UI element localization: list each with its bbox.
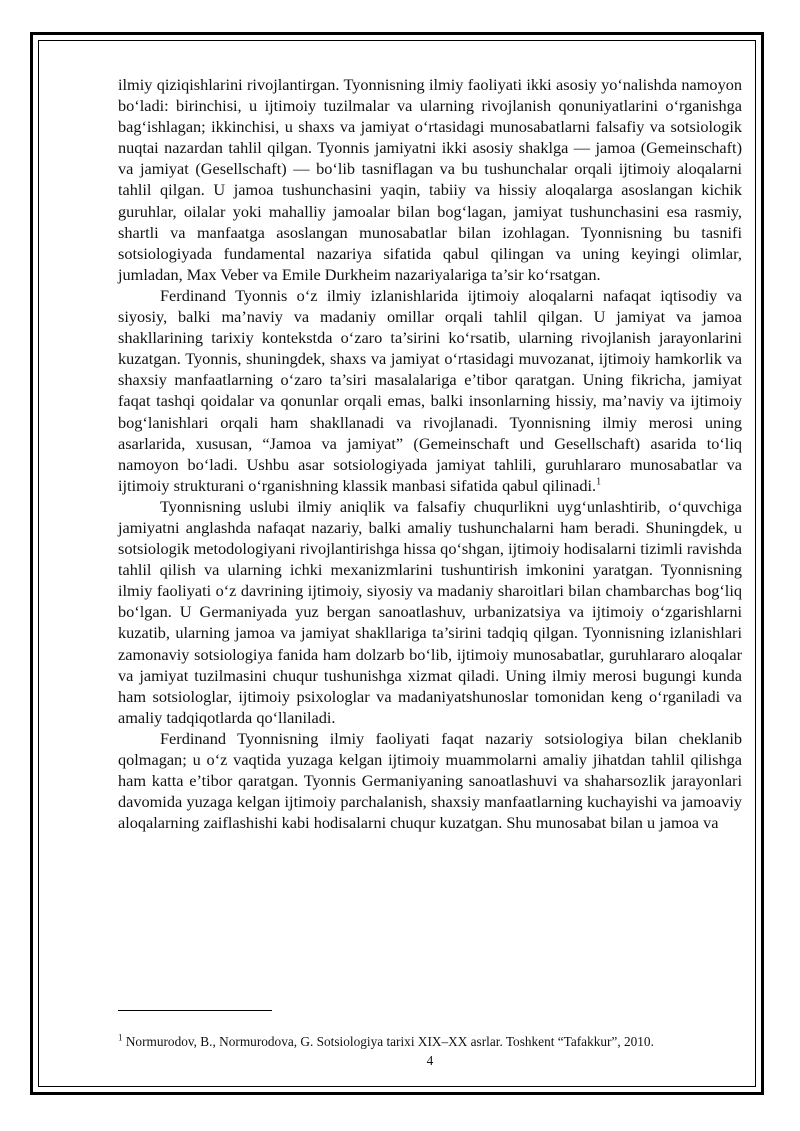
footnote-reference[interactable]: 1 [596,476,602,488]
paragraph-2-text: Ferdinand Tyonnis o‘z ilmiy izlanishlarida ijtimoiy aloqalarni nafaqat iqtisodiy va siyosiy, balki ma’naviy va madaniy omillar orqali tahlil qilgan. U jamiyat va jamoa shakllarining tarixiy kontekstda o‘zaro ta’sirini ko‘rsatib, ularning rivojlanish jarayonlarini kuzatgan. Tyonnis, shuningdek, shaxs va jamiyat o‘rtasidagi muvozanat, ijtimoiy hamkorlik va shaxsiy manfaatlarning o‘zaro ta’siri masalalariga e’tibor qaratgan. Uning fikricha, jamiyat faqat tashqi qoidalar va qonunlar orqali emas, balki insonlarning hissiy, ma’naviy va ijtimoiy bog‘lanishlari orqali ham shakllanadi va rivojlanadi. Tyonnisning ilmiy merosi uning asarlarida, xususan, “Jamoa va jamiyat” (Gemeinschaft und Gesellschaft) asarida to‘liq namoyon bo‘ladi. Ushbu asar sotsiologiyada jamiyat tahlili, guruhlararo munosabatlar va ijtimoiy strukturani o‘rganishning klassik manbasi sifatida qabul qilinadi. [118,285,742,495]
footnote-separator [118,1010,272,1011]
footnote-marker: 1 [118,1032,123,1043]
paragraph-2 [118,285,742,496]
paragraph-3: Tyonnisning uslubi ilmiy aniqlik va falsafiy chuqurlikni uyg‘unlashtirib, o‘quvchiga jamiyatni anglashda nafaqat nazariy, balki amaliy tushunchalarni ham beradi. Shuningdek, u sotsiologik metodologiyani rivojlantirishga hissa qo‘shgan, ijtimoiy hodisalarni tizimli ravishda tahlil qilish va ularning ichki mexanizmlarini tushuntirish imkonini yaratgan. Tyonnisning ilmiy faoliyati o‘z davrining ijtimoiy, siyosiy va madaniy sharoitlari bilan chambarchas bog‘liq bo‘lgan. U Germaniyada yuz bergan sanoatlashuv, urbanizatsiya va ijtimoiy o‘zgarishlarni kuzatib, ularning jamoa va jamiyat shakllariga ta’sirini tadqiq qilgan. Tyonnisning izlanishlari zamonaviy sotsiologiya fanida ham dolzarb bo‘lib, ijtimoiy munosabatlar, guruhlararo aloqalar va jamiyat tuzilmasini chuqur tushunishga xizmat qiladi. Uning ilmiy merosi bugungi kunda ham sotsiologlar, ijtimoiy psixologlar va madaniyatshunoslar tomonidan keng o‘rganiladi va amaliy tadqiqotlarda qo‘llaniladi. [118,496,742,727]
body-text [118,74,742,833]
paragraph-4: Ferdinand Tyonnisning ilmiy faoliyati faqat nazariy sotsiologiya bilan cheklanib qolmagan; u o‘z vaqtida yuzaga kelgan ijtimoiy muammolarni amaliy jihatdan tahlil qilishga ham katta e’tibor qaratgan. Tyonnis Germaniyaning sanoatlashuvi va shaharsozlik jarayonlari davomida yuzaga kelgan ijtimoiy parchalanish, shaxsiy manfaatlarning kuchayishi va jamoaviy aloqalarning zaiflashishi kabi hodisalarni chuqur kuzatgan. Shu munosabat bilan u jamoa va [118,728,742,833]
footnote-text: Normurodov, B., Normurodova, G. Sotsiologiya tarixi XIX–XX asrlar. Toshkent “Tafakkur”, 2010. [125,1034,654,1049]
page-number: 4 [426,1053,434,1068]
paragraph-1: ilmiy qiziqishlarini rivojlantirgan. Tyonnisning ilmiy faoliyati ikki asosiy yo‘nalishda namoyon bo‘ladi: birinchisi, u ijtimoiy tuzilmalar va ularning rivojlanish qonuniyatlarini o‘rganishga bag‘ishlagan; ikkinchisi, u shaxs va jamiyat o‘rtasidagi munosabatlarni falsafiy va sotsiologik nuqtai nazardan tahlil qilgan. Tyonnis jamiyatni ikki asosiy shaklga — jamoa (Gemeinschaft) va jamiyat (Gesellschaft) — bo‘lib tasniflagan va bu tushunchalar orqali ijtimoiy aloqalarni tahlil qilgan. U jamoa tushunchasini yaqin, tabiiy va hissiy aloqalarga asoslangan kichik guruhlar, oilalar yoki mahalliy jamoalar bilan bog‘lagan, jamiyat tushunchasini esa rasmiy, shartli va manfaatga asoslangan munosabatlar bilan izohlagan. Tyonnisning bu tasnifi sotsiologiyada fundamental nazariya sifatida qabul qilingan va uning keyingi olimlar, jumladan, Max Veber va Emile Durkheim nazariyalariga ta’sir ko‘rsatgan. [118,75,742,284]
footnote [118,1034,748,1050]
